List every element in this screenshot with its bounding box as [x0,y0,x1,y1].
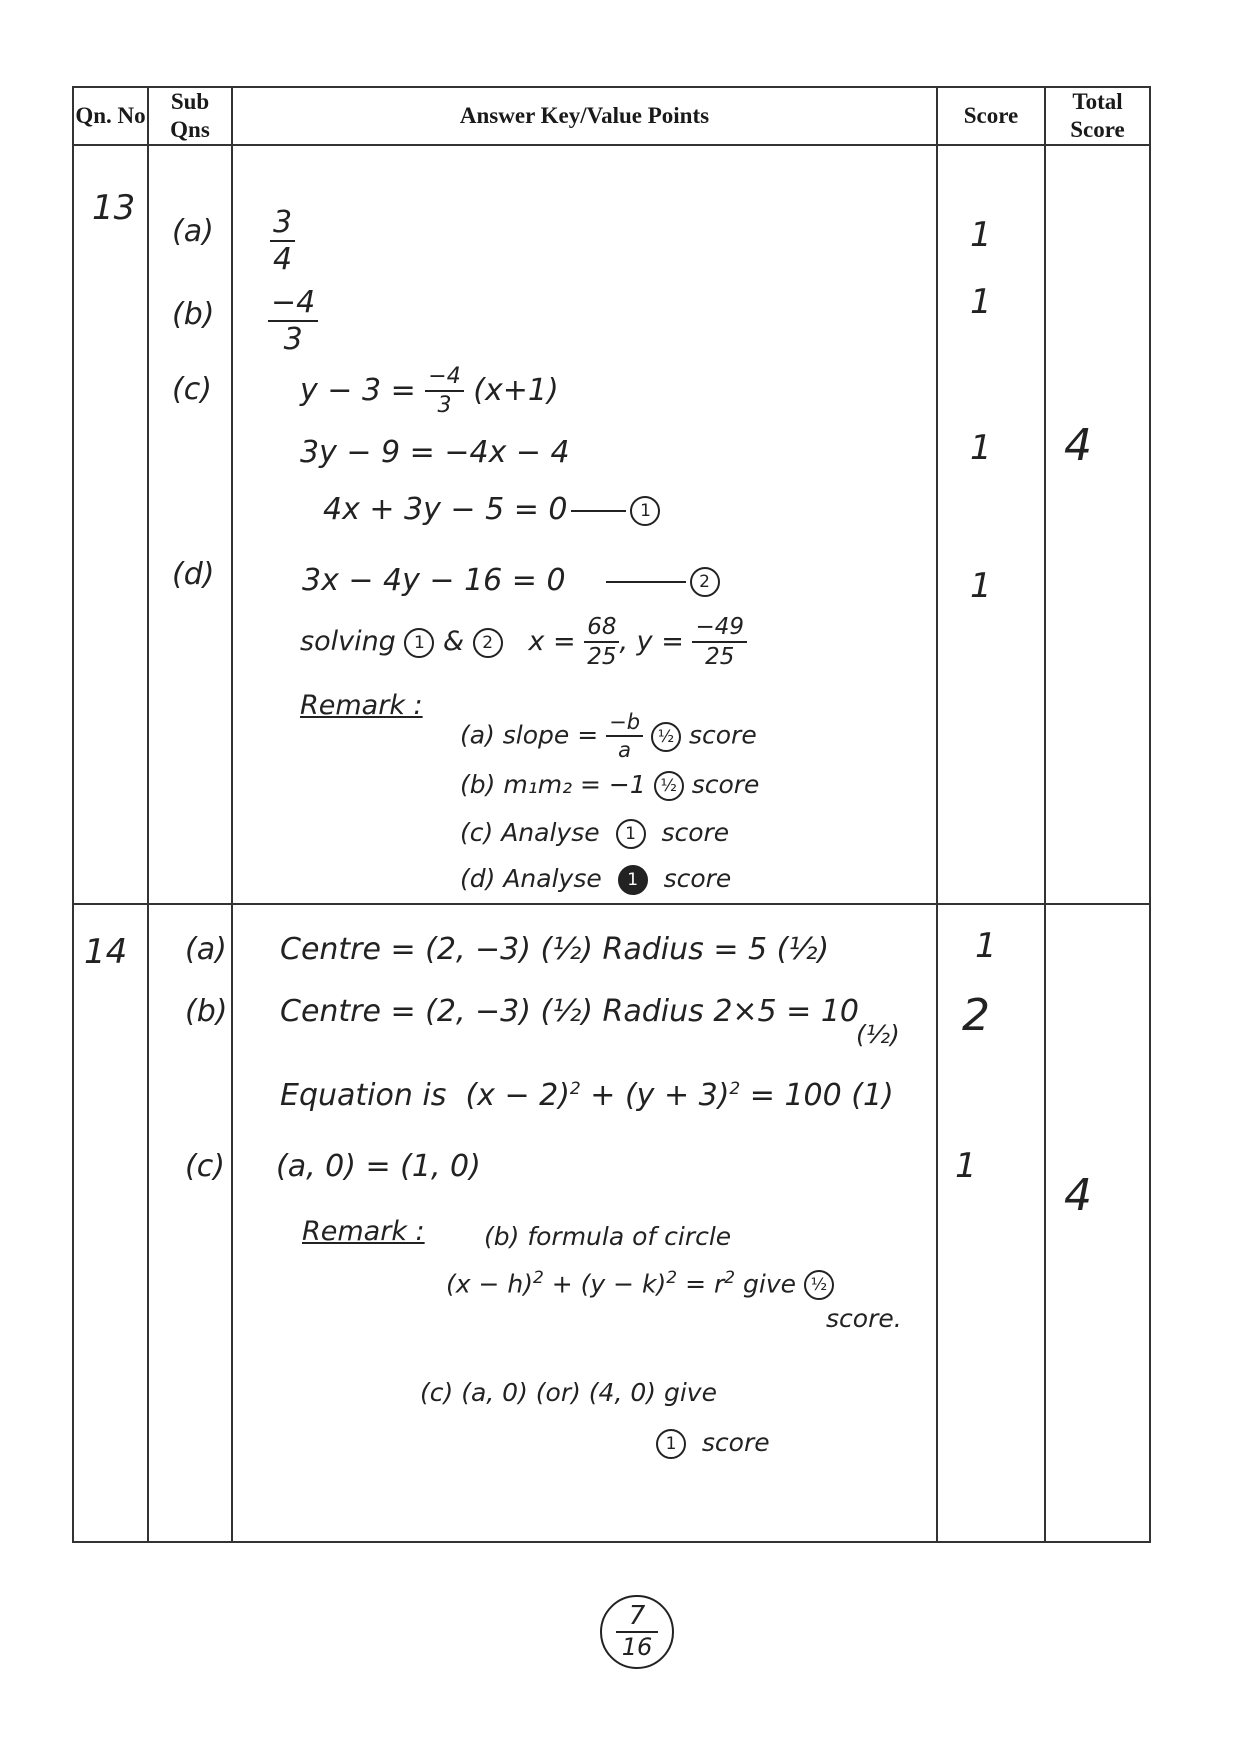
q13-remark-a [460,712,757,761]
remark-a-denominator: a [618,738,632,762]
remark-c-score-label: score [701,1428,770,1457]
remark-b-score: score [691,770,760,799]
formula-term-2: + (y − k) [543,1269,667,1299]
solving-eq2-mark: 2 [473,628,503,658]
header-score: Score [937,87,1045,145]
header-total-score: Total Score [1045,87,1150,145]
formula-give: give [735,1269,797,1299]
q14-remark-c-line1: (c) (a, 0) (or) (4, 0) give [420,1378,717,1407]
question-14-number: 14 [84,932,128,972]
solving-and: & [443,626,465,657]
q14-remark-b-line1: (b) formula of circle [484,1222,732,1251]
remark-c-mark: 1 [616,819,646,849]
equation-term-2-exponent: 2 [729,1079,741,1099]
remark-c-text: (c) Analyse [460,818,600,847]
q13-a-answer [270,205,295,277]
q13-remark-d [460,864,731,895]
q14-b-half-mark: (½) [856,1020,900,1049]
q14-equation-line [280,1078,894,1113]
q14-sub-a: (a) [185,932,227,967]
q13-score-b: 1 [970,282,992,322]
q13-c-line1-left: y − 3 = [300,373,416,408]
equation-term-1: (x − 2) [465,1078,570,1113]
q13-a-numerator: 3 [270,208,295,242]
question-13-number: 13 [92,188,136,228]
remark-a-mark: ½ [651,722,681,752]
equation-term-2: + (y + 3) [580,1078,730,1113]
page-number-total: 16 [621,1633,653,1661]
remark-a-numerator: −b [606,712,643,737]
q14-a-answer: Centre = (2, −3) (½) Radius = 5 (½) [280,932,830,967]
formula-rhs-exponent: 2 [724,1268,736,1288]
x-left: x = [528,626,576,657]
equation-rhs: = 100 (1) [740,1078,894,1113]
q13-a-denominator: 4 [273,242,293,277]
q13-d-line1 [302,563,720,598]
x-numerator: 68 [584,616,619,643]
q13-solving-line: solving 1 & 2 x = $\frac{68}{25}$ , y = $\frac{-49}{25}$ [300,616,747,669]
q13-c-line1-right: (x+1) [473,373,559,408]
remark-b-half-mark: ½ [804,1270,834,1300]
q13-remark-label: Remark : [300,690,423,721]
q13-b-answer [268,285,318,357]
remark-d-text: (d) Analyse [460,864,602,893]
formula-term-1-exponent: 2 [533,1268,544,1288]
q14-remark-label: Remark : [302,1216,425,1247]
q14-b-answer: Centre = (2, −3) (½) Radius 2×5 = 10 [280,994,860,1029]
q13-sub-d: (d) [172,557,215,592]
solving-label: solving [300,626,396,657]
q13-b-numerator: −4 [268,288,318,322]
equation-term-1-exponent: 2 [569,1079,581,1099]
q14-remark-b-formula [446,1268,834,1300]
remark-a-score: score [688,720,757,750]
q13-remark-c [460,818,729,849]
page-number-current: 7 [616,1597,658,1633]
q13-c-line1-numerator: −4 [425,366,463,392]
q13-d-line1-text: 3x − 4y − 16 = 0 [302,563,566,598]
q14-sub-c: (c) [185,1149,225,1184]
q13-score-c: 1 [970,428,992,468]
remark-d-score: score [663,864,732,893]
q14-score-a: 1 [975,926,997,966]
q13-remark-b [460,770,759,801]
header-sub-qns: Sub Qns [148,87,232,145]
q13-score-a: 1 [970,215,992,255]
y-left: y = [636,626,684,657]
q13-total-score: 4 [1064,420,1092,471]
header-qn-no: Qn. No [73,87,148,145]
y-numerator: −49 [692,616,747,643]
q14-total-score: 4 [1064,1170,1092,1221]
formula-term-1: (x − h) [446,1269,533,1299]
q13-c-line1-denominator: 3 [437,393,452,418]
q14-score-c: 1 [955,1146,977,1186]
q13-c-line3 [323,492,660,527]
x-denominator: 25 [587,644,617,670]
q13-score-d: 1 [970,566,992,606]
remark-c-score: score [661,818,730,847]
q14-sub-b: (b) [185,994,228,1029]
header-answer-key: Answer Key/Value Points [232,87,937,145]
remark-c-one-mark: 1 [656,1429,686,1459]
remark-b-mark: ½ [654,771,684,801]
q14-score-b: 2 [962,990,990,1041]
q13-c-line3-text: 4x + 3y − 5 = 0 [323,492,568,527]
remark-b-text: (b) m₁m₂ = −1 [460,770,646,799]
formula-term-2-exponent: 2 [666,1268,678,1288]
q14-c-answer: (a, 0) = (1, 0) [276,1149,481,1184]
q13-sub-c: (c) [172,372,212,407]
table-header-row [73,87,1150,145]
q13-c-line1 [300,366,559,417]
q13-b-denominator: 3 [283,322,303,357]
remark-d-mark: 1 [618,865,648,895]
q13-sub-a: (a) [172,214,214,249]
y-denominator: 25 [705,644,735,670]
q14-remark-b-score: score. [826,1304,902,1333]
solving-eq1-mark: 1 [404,628,434,658]
remark-a-text: (a) slope = [460,720,599,750]
page-number-mark [600,1595,674,1669]
q14-remark-c-line2 [656,1428,770,1459]
q13-c-line2: 3y − 9 = −4x − 4 [300,435,570,470]
q13-sub-b: (b) [172,297,215,332]
formula-rhs: = r [677,1269,725,1299]
equation-label: Equation is [280,1078,447,1113]
equation-2-mark: 2 [690,567,720,597]
equation-1-mark: 1 [630,496,660,526]
